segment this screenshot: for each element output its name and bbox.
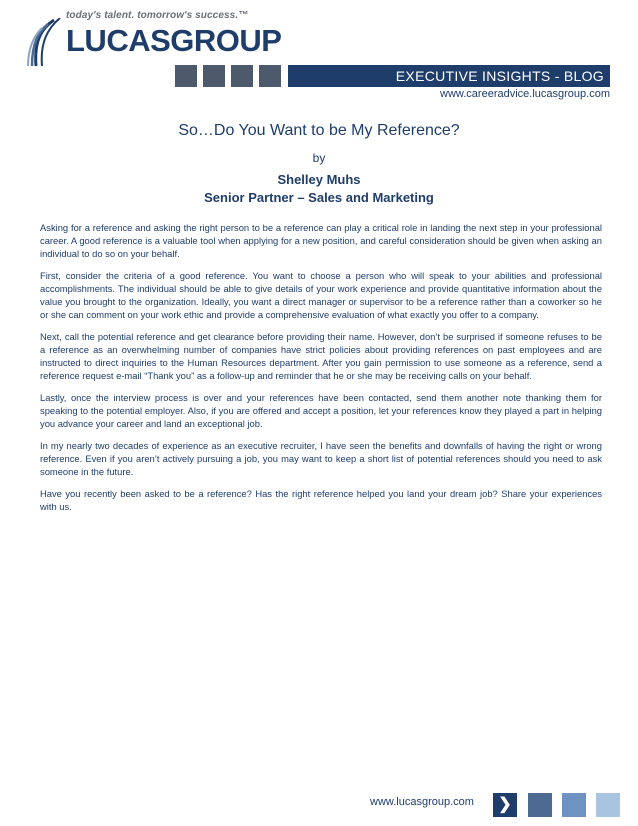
author-role: Senior Partner – Sales and Marketing bbox=[204, 190, 434, 205]
header-square bbox=[259, 65, 281, 87]
tagline: today's talent. tomorrow's success.™ bbox=[66, 10, 249, 21]
header-square bbox=[231, 65, 253, 87]
author-name: Shelley Muhs bbox=[277, 172, 361, 187]
paragraph: In my nearly two decades of experience as an executive recruiter, I have seen the benefits and downfalls of having the right or wrong reference. Even if you aren’t actively pursuing a job, you may want to keep a short list of potential references should you need to ask someone in the future. bbox=[40, 440, 602, 477]
site-url-link[interactable]: www.careeradvice.lucasgroup.com bbox=[440, 88, 610, 100]
header-square bbox=[203, 65, 225, 87]
paragraph: First, consider the criteria of a good reference. You want to choose a person who will speak to your abilities and professional accomplishments. The individual should be able to give details of your work experience and provide quantitative information about the value you brought to the organization. Ideally, you want a direct manager or supervisor to be a reference rather than a coworker so he or she can comment on your work ethic and provide a comprehensive evaluation of what exactly you offer to a company. bbox=[40, 270, 602, 320]
logo-swoosh-icon bbox=[24, 18, 66, 68]
paragraph: Have you recently been asked to be a reference? Has the right reference helped you land your dream job? Share your experiences with us. bbox=[40, 488, 602, 512]
blog-banner: EXECUTIVE INSIGHTS - BLOG bbox=[288, 65, 610, 87]
header-square bbox=[175, 65, 197, 87]
footer-square bbox=[528, 793, 552, 817]
footer-square bbox=[562, 793, 586, 817]
paragraph: Next, call the potential reference and get clearance before providing their name. However, don’t be surprised if someone refuses to be a reference as an overwhelming number of companies have strict policies about providing references on past employees and are instructed to direct inquiries to the Human Resources department. After you gain permission to use someone as a reference, send a reference request e-mail “Thank you” as a follow-up and reminder that he or she may be receiving calls on your behalf. bbox=[40, 331, 602, 381]
chevron-right-icon[interactable]: ❯ bbox=[493, 793, 517, 817]
article-title: So…Do You Want to be My Reference? bbox=[178, 122, 460, 139]
logo-text: LUCASGROUP bbox=[66, 23, 282, 58]
paragraph: Lastly, once the interview process is over and your references have been contacted, send them another note thanking them for speaking to the potential employer. Also, if you are offered and accept a position, let your references know they played a part in helping you advance your career and land an exceptional job. bbox=[40, 392, 602, 429]
byline-label: by bbox=[312, 151, 326, 165]
footer-square bbox=[596, 793, 620, 817]
paragraph: Asking for a reference and asking the right person to be a reference can play a critical role in landing the next step in your professional career. A good reference is a valuable tool when applying for a new position, and careful consideration should be given when asking an individual to do so on your behalf. bbox=[40, 222, 602, 259]
footer-url-link[interactable]: www.lucasgroup.com bbox=[370, 796, 474, 808]
article-body bbox=[40, 221, 602, 522]
